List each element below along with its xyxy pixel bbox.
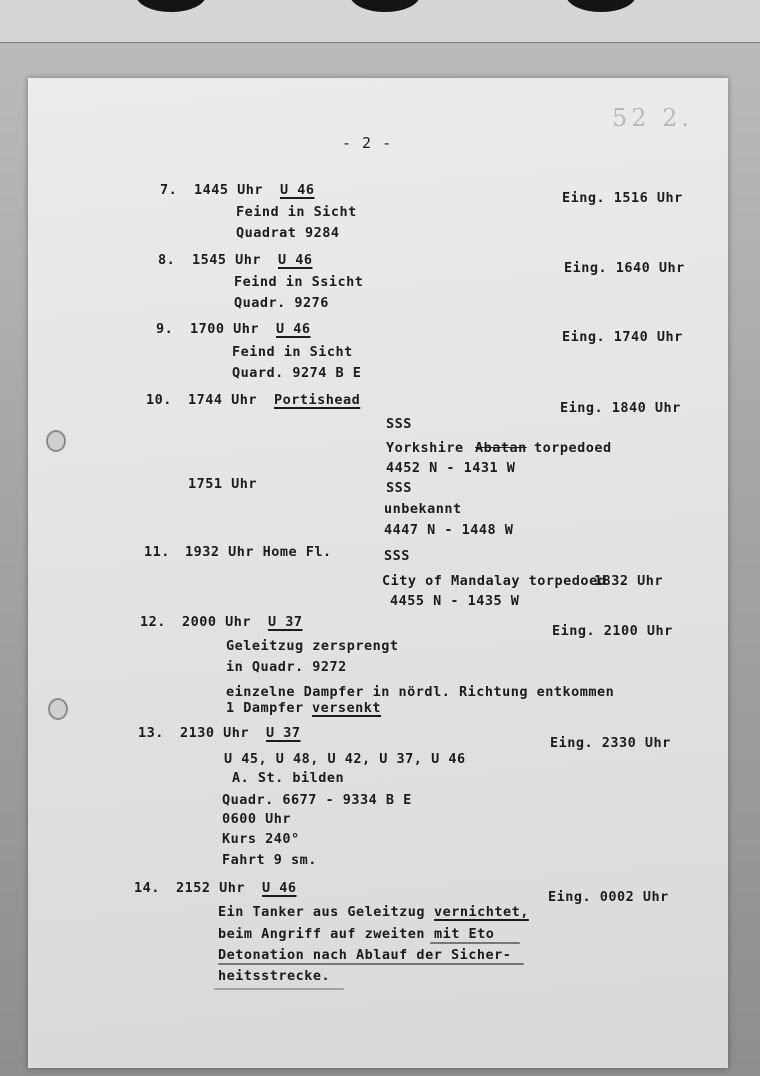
entry-line: mit Eto — [434, 926, 495, 942]
entry-number: 7. — [160, 182, 178, 198]
entry-source: U 46 — [276, 321, 311, 337]
entry-received: Eing. 2100 Uhr — [552, 623, 673, 639]
binder-hole — [350, 0, 420, 12]
entry-source: U 46 — [278, 252, 313, 268]
entry-received: Eing. 0002 Uhr — [548, 889, 669, 905]
entry-received: Eing. 1516 Uhr — [562, 190, 683, 206]
entry-line: einzelne Dampfer in nördl. Richtung entkommen — [226, 684, 615, 700]
entry-struck-word: Abatan — [475, 440, 527, 456]
pencil-page-number: 52 2. — [612, 104, 694, 132]
entry-number: 14. — [134, 880, 160, 896]
entry-time: 2130 Uhr — [180, 725, 250, 741]
entry-line: Kurs 240° — [222, 831, 300, 847]
entry-received: Eing. 1840 Uhr — [560, 400, 681, 416]
entry-line: 1 Dampfer — [226, 700, 304, 716]
entry-line: Detonation nach Ablauf der Sicher- — [218, 947, 512, 963]
entry-line: unbekannt — [384, 501, 462, 517]
entry-line: SSS — [386, 480, 412, 496]
entry-source: Portishead — [274, 392, 361, 408]
entry-time: 1445 Uhr — [194, 182, 264, 198]
entry-time: 1932 Uhr Home Fl. — [185, 544, 332, 560]
entry-number: 8. — [158, 252, 176, 268]
pencil-underline — [430, 942, 520, 944]
entry-line: City of Mandalay torpedoed — [382, 573, 607, 589]
entry-source: U 46 — [262, 880, 297, 896]
document-page — [28, 78, 728, 1068]
entry-line: Quadr. 9276 — [234, 295, 329, 311]
entry-line: 4452 N - 1431 W — [386, 460, 516, 476]
entry-source: U 46 — [280, 182, 315, 198]
entry-line: Yorkshire — [386, 440, 464, 456]
entry-line: Ein Tanker aus Geleitzug — [218, 904, 426, 920]
entry-time: 1751 Uhr — [188, 476, 258, 492]
entry-number: 13. — [138, 725, 164, 741]
pencil-underline — [214, 988, 344, 990]
entry-emphasis: versenkt — [312, 700, 382, 716]
entry-time: 1545 Uhr — [192, 252, 262, 268]
entry-line: SSS — [384, 548, 410, 564]
pencil-underline — [218, 963, 524, 965]
entry-line: Feind in Sicht — [232, 344, 353, 360]
binder-strip — [0, 0, 760, 43]
entry-time: 2000 Uhr — [182, 614, 252, 630]
entry-line: Geleitzug zersprengt — [226, 638, 399, 654]
entry-line: U 45, U 48, U 42, U 37, U 46 — [224, 751, 466, 767]
entry-line: Quadr. 6677 - 9334 B E — [222, 792, 412, 808]
entry-line: SSS — [386, 416, 412, 432]
entry-line: Feind in Ssicht — [234, 274, 364, 290]
entry-line: A. St. bilden — [232, 770, 345, 786]
punch-hole-icon — [48, 698, 68, 720]
binder-hole — [566, 0, 636, 12]
entry-number: 11. — [144, 544, 170, 560]
entry-line: 1832 Uhr — [594, 573, 664, 589]
entry-line: Quard. 9274 B E — [232, 365, 362, 381]
entry-line: 4447 N - 1448 W — [384, 522, 514, 538]
punch-hole-icon — [46, 430, 66, 452]
entry-number: 12. — [140, 614, 166, 630]
entry-received: Eing. 2330 Uhr — [550, 735, 671, 751]
entry-received: Eing. 1740 Uhr — [562, 329, 683, 345]
entry-line: Fahrt 9 sm. — [222, 852, 317, 868]
entry-line: heitsstrecke. — [218, 968, 331, 984]
entry-line: in Quadr. 9272 — [226, 659, 347, 675]
entry-source: U 37 — [268, 614, 303, 630]
entry-time: 1744 Uhr — [188, 392, 258, 408]
entry-number: 10. — [146, 392, 172, 408]
entry-line: 4455 N - 1435 W — [390, 593, 520, 609]
entry-line: 0600 Uhr — [222, 811, 292, 827]
entry-line: Feind in Sicht — [236, 204, 357, 220]
entry-emphasis: vernichtet, — [434, 904, 529, 920]
entry-number: 9. — [156, 321, 174, 337]
entry-source: U 37 — [266, 725, 301, 741]
entry-line: torpedoed — [534, 440, 612, 456]
entry-time: 1700 Uhr — [190, 321, 260, 337]
entry-time: 2152 Uhr — [176, 880, 246, 896]
page-number: - 2 - — [342, 134, 393, 152]
binder-hole — [136, 0, 206, 12]
entry-line: beim Angriff auf zweiten — [218, 926, 426, 942]
entry-line: Quadrat 9284 — [236, 225, 340, 241]
entry-received: Eing. 1640 Uhr — [564, 260, 685, 276]
